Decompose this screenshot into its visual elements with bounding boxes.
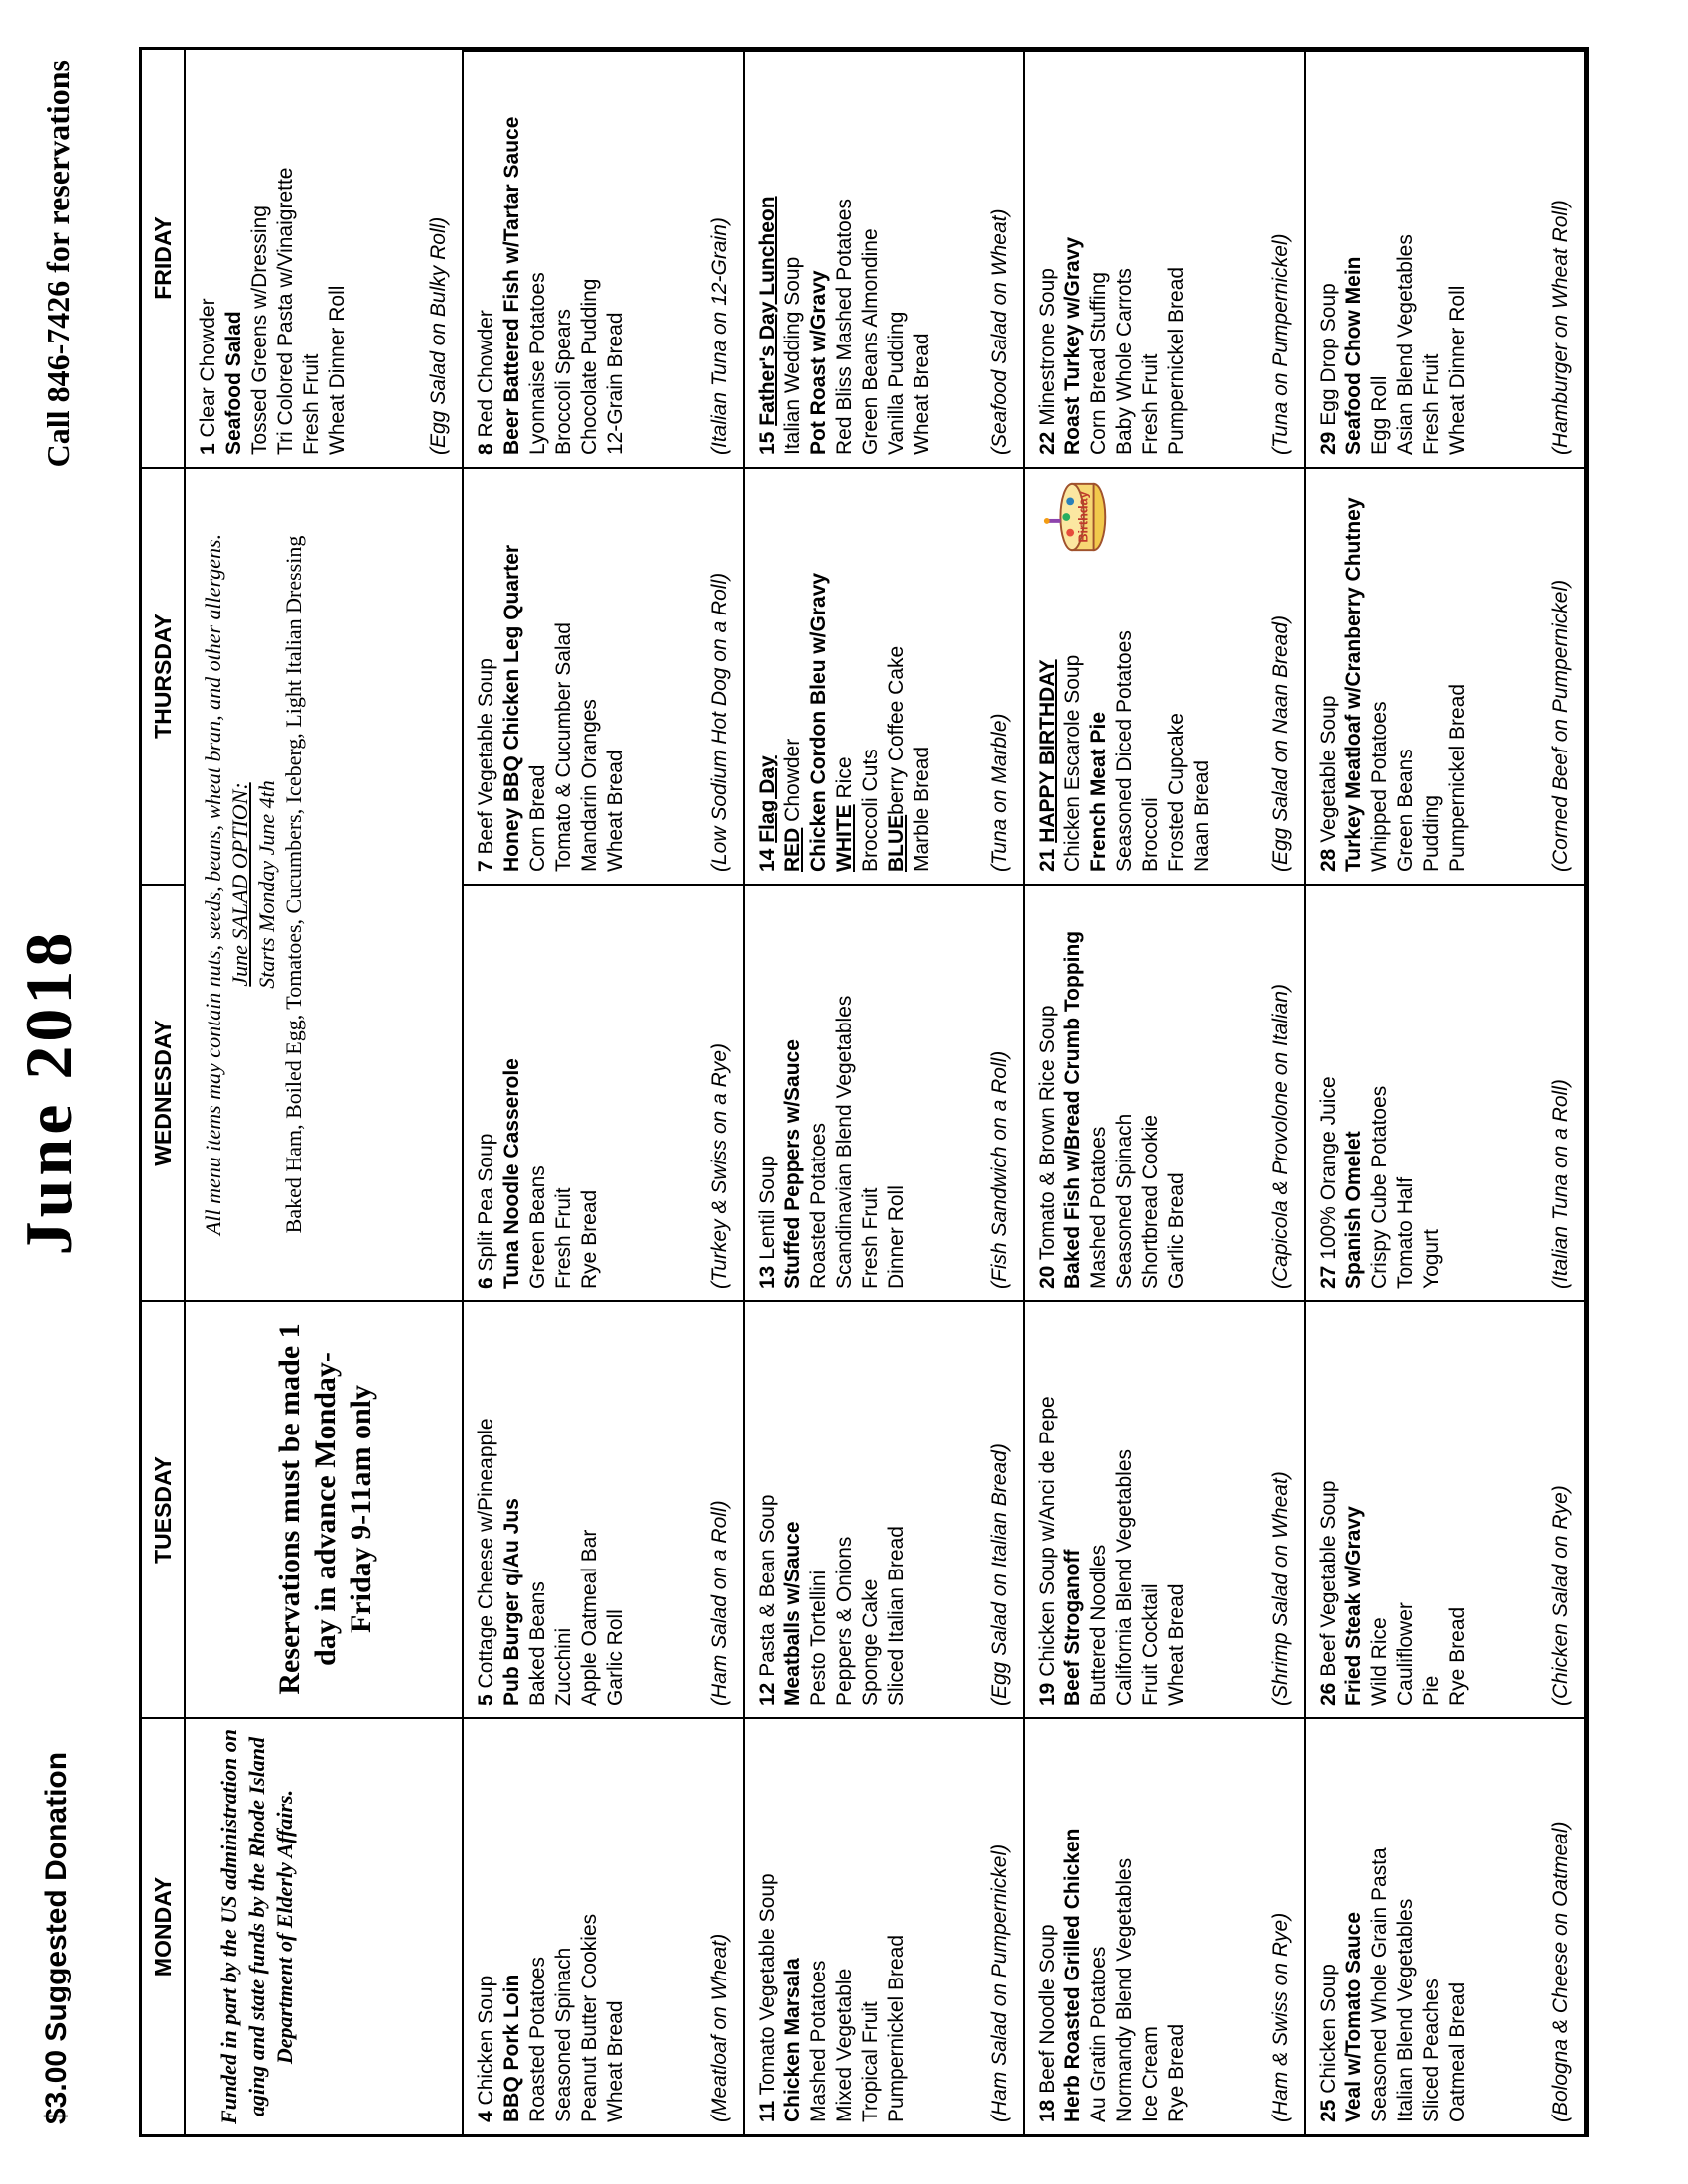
side-item: Oatmeal Bread — [1445, 1981, 1469, 2122]
day-number: 19 — [1036, 1682, 1058, 1706]
side-item: Red Bliss Mashed Potatoes — [832, 199, 856, 455]
side-item — [832, 478, 858, 872]
salad-option-items: Baked Ham, Boiled Egg, Tomatoes, Cucumbers, Iceberg, Light Italian Dressing — [281, 535, 306, 1234]
side-item: Crispy Cube Potatoes — [1367, 1085, 1391, 1289]
soup: Cottage Cheese w/Pineapple — [475, 1418, 497, 1689]
soup: Chowder — [780, 738, 804, 828]
side-item: Baby Whole Carrots — [1113, 268, 1136, 455]
alternate-meal: (Bologna & Cheese on Oatmeal) — [1549, 1821, 1572, 2122]
side-item: Sliced Peaches — [1419, 1979, 1443, 2122]
side-item: Broccoli Cuts — [858, 749, 882, 872]
day-number: 1 — [197, 443, 219, 455]
salad-option-start: Starts Monday June 4th — [254, 780, 279, 989]
day-number: 14 — [755, 848, 778, 872]
special-event: HAPPY BIRTHDAY — [1036, 659, 1058, 843]
side-item: Fresh Fruit — [552, 1187, 575, 1289]
soup: Tomato & Brown Rice Soup — [1036, 1005, 1058, 1261]
side-item: Apple Oatmeal Bar — [578, 1529, 601, 1706]
main-dish: Chicken Marsala — [780, 1958, 804, 2122]
alternate-meal: (Egg Salad on Italian Bread) — [988, 1443, 1011, 1706]
soup: Beef Vegetable Soup — [1316, 1480, 1339, 1677]
day-header-friday: FRIDAY — [142, 50, 186, 467]
side-item: Frosted Cupcake — [1165, 713, 1188, 872]
side-item: Corn Bread — [526, 764, 549, 872]
side-item: Dinner Roll — [884, 1185, 908, 1289]
day-line — [1035, 1312, 1060, 1706]
allergy-note: All menu items may contain nuts, seeds, beans, wheat bran, and other allergens. — [201, 533, 225, 1236]
reservation-note-text: Reservations must be made 1 day in advance Monday-Friday 9-11am only — [273, 1323, 377, 1695]
alternate-meal: (Egg Salad on Bulky Roll) — [427, 216, 450, 455]
birthday-cake-icon — [1043, 478, 1112, 556]
alternate-meal: (Low Sodium Hot Dog on a Roll) — [707, 572, 731, 872]
day-cell-27 — [1306, 884, 1587, 1300]
reservation-note — [186, 1300, 464, 1717]
side-item: Fresh Fruit — [1419, 353, 1443, 455]
main-dish: Tuna Noodle Casserole — [500, 1058, 523, 1289]
side-item: Tomato & Cucumber Salad — [552, 622, 575, 872]
day-cell-14 — [745, 467, 1026, 884]
day-number: 6 — [475, 1277, 497, 1289]
day-cell-25 — [1306, 1717, 1587, 2134]
soup: Beef Vegetable Soup — [475, 658, 497, 855]
salad-option-title: June SALAD OPTION: — [227, 782, 252, 987]
day-line — [1035, 1729, 1060, 2122]
soup-line — [780, 478, 806, 872]
side-item: Fresh Fruit — [300, 353, 323, 455]
page-title: June 2018 — [11, 928, 86, 1256]
soup: Red Chowder — [475, 310, 497, 438]
day-cell-4 — [464, 1717, 745, 2134]
day-number: 5 — [475, 1694, 497, 1706]
main-dish: Baked Fish w/Bread Crumb Topping — [1061, 930, 1084, 1289]
soup: Italian Wedding Soup — [780, 256, 804, 455]
side-item: Pesto Tortellini — [806, 1570, 830, 1706]
alternate-meal: (Ham Salad on a Roll) — [707, 1500, 731, 1706]
special-event: Father's Day Luncheon — [755, 196, 778, 426]
day-line — [1316, 1312, 1341, 1706]
side-text: berry Coffee Cake — [884, 645, 908, 815]
side-item: 12-Grain Bread — [604, 312, 627, 455]
side-item: Ice Cream — [1139, 2026, 1162, 2122]
side-item: Green Beans Almondine — [858, 228, 882, 455]
red-word: RED — [780, 827, 804, 872]
main-dish: Seafood Chow Mein — [1341, 256, 1365, 455]
soup: Tomato Vegetable Soup — [755, 1873, 778, 2096]
soup: Chicken Soup — [1316, 1964, 1339, 2094]
side-item: Buttered Noodles — [1087, 1544, 1110, 1706]
day-header-thursday: THURSDAY — [142, 467, 186, 884]
side-item: Au Gratin Potatoes — [1087, 1946, 1110, 2122]
day-header-tuesday: TUESDAY — [142, 1300, 186, 1717]
side-item: Scandinavian Blend Vegetables — [832, 995, 856, 1289]
day-number: 8 — [475, 443, 497, 455]
day-line — [1316, 62, 1341, 455]
side-item: Tossed Greens w/Dressing — [248, 205, 271, 455]
soup: Pasta & Bean Soup — [755, 1494, 778, 1677]
day-cell-15 — [745, 50, 1026, 467]
side-item: Pie — [1419, 1675, 1443, 1706]
main-dish: Stuffed Peppers w/Sauce — [780, 1039, 804, 1289]
main-dish: Meatballs w/Sauce — [780, 1521, 804, 1706]
day-line — [755, 478, 780, 872]
alternate-meal: (Hamburger on Wheat Roll) — [1549, 200, 1572, 455]
day-header-monday: MONDAY — [142, 1717, 186, 2134]
day-line — [474, 1312, 499, 1706]
special-event: Flag Day — [755, 755, 778, 843]
donation-label: $3.00 Suggested Donation — [40, 1751, 72, 2124]
day-cell-11 — [745, 1717, 1026, 2134]
alternate-meal: (Chicken Salad on Rye) — [1549, 1485, 1572, 1706]
day-cell-8 — [464, 50, 745, 467]
side-item: Wheat Bread — [604, 750, 627, 872]
side-item: Pumpernickel Bread — [884, 1934, 908, 2122]
soup: Split Pea Soup — [475, 1133, 497, 1272]
day-line — [755, 1312, 780, 1706]
day-line — [1316, 895, 1341, 1289]
side-item: Mandarin Oranges — [578, 699, 601, 872]
side-item: Peppers & Onions — [832, 1536, 856, 1706]
side-item: Sponge Cake — [858, 1578, 882, 1706]
side-item: Asian Blend Vegetables — [1393, 234, 1417, 455]
side-item: Baked Beans — [526, 1581, 549, 1706]
menu-calendar — [139, 47, 1589, 2137]
day-number: 22 — [1036, 431, 1058, 455]
day-cell-1 — [186, 50, 464, 467]
day-number: 29 — [1316, 431, 1339, 455]
main-dish: BBQ Pork Loin — [500, 1974, 523, 2122]
day-number: 21 — [1036, 848, 1058, 872]
side-item: Green Beans — [526, 1165, 549, 1289]
side-item: Italian Blend Vegetables — [1393, 1898, 1417, 2122]
main-dish: Pub Burger q/Au Jus — [500, 1498, 523, 1706]
main-dish: Pot Roast w/Gravy — [806, 270, 830, 455]
side-item: Wild Rice — [1367, 1617, 1391, 1706]
day-line — [755, 895, 780, 1289]
side-item: Yogurt — [1419, 1229, 1443, 1289]
side-item: Wheat Dinner Roll — [1445, 285, 1469, 455]
day-cell-28 — [1306, 467, 1587, 884]
day-number: 13 — [755, 1265, 778, 1289]
side-item: Seasoned Spinach — [1113, 1113, 1136, 1289]
alternate-meal: (Ham & Swiss on Rye) — [1268, 1912, 1292, 2122]
side-item: Sliced Italian Bread — [884, 1526, 908, 1706]
alternate-meal: (Capicola & Provolone on Italian) — [1268, 983, 1292, 1289]
side-item: Wheat Bread — [910, 333, 933, 455]
day-number: 12 — [755, 1682, 778, 1706]
day-line — [1316, 478, 1341, 872]
day-cell-20 — [1025, 884, 1306, 1300]
day-number: 15 — [755, 431, 778, 455]
day-number: 26 — [1316, 1682, 1339, 1706]
main-dish: Fried Steak w/Gravy — [1341, 1506, 1365, 1706]
side-item: Roasted Potatoes — [526, 1957, 549, 2122]
reservation-phone: Call 846-7426 for reservations — [40, 60, 75, 468]
day-line — [474, 895, 499, 1289]
blue-word: BLUE — [884, 814, 908, 872]
side-item: Marble Bread — [910, 746, 933, 872]
side-item: Fresh Fruit — [858, 1187, 882, 1289]
alternate-meal: (Fish Sandwich on a Roll) — [988, 1050, 1011, 1289]
day-line — [755, 1729, 780, 2122]
side-item: Pumpernickel Bread — [1445, 683, 1469, 872]
side-item: Seasoned Spinach — [552, 1947, 575, 2122]
day-line — [1035, 895, 1060, 1289]
side-item: Shortbread Cookie — [1139, 1114, 1162, 1289]
soup: Clear Chowder — [197, 298, 219, 438]
day-cell-29 — [1306, 50, 1587, 467]
day-line — [474, 478, 499, 872]
main-dish: Spanish Omelet — [1341, 1131, 1365, 1289]
main-dish: Seafood Salad — [222, 311, 245, 455]
main-dish: French Meat Pie — [1087, 711, 1110, 872]
alternate-meal: (Tuna on Marble) — [988, 713, 1011, 872]
side-item: Pudding — [1419, 794, 1443, 872]
side-item: Mashed Potatoes — [1087, 1126, 1110, 1289]
soup: Minestrone Soup — [1036, 268, 1058, 426]
side-item: Rye Bread — [1445, 1606, 1469, 1706]
day-header-wednesday: WEDNESDAY — [142, 884, 186, 1300]
alternate-meal: (Ham Salad on Pumpernickel) — [988, 1843, 1011, 2122]
side-item: Tropical Fruit — [858, 2001, 882, 2122]
alternate-meal: (Italian Tuna on a Roll) — [1549, 1079, 1572, 1289]
side-item: Roasted Potatoes — [806, 1123, 830, 1289]
funding-note: Funded in part by the US administration on aging and state funds by the Rhode Island Department of Elderly Affairs. — [186, 1717, 464, 2134]
main-dish: Herb Roasted Grilled Chicken — [1061, 1828, 1084, 2122]
side-item: Garlic Roll — [604, 1609, 627, 1706]
alternate-meal: (Tuna on Pumpernickel) — [1268, 233, 1292, 455]
day-cell-22 — [1025, 50, 1306, 467]
side-item: Tri Colored Pasta w/Vinaigrette — [274, 167, 297, 455]
side-text: Rice — [832, 756, 856, 805]
white-word: WHITE — [832, 804, 856, 872]
alternate-meal: (Meatloaf on Wheat) — [707, 1933, 731, 2122]
side-item: Broccoli — [1139, 797, 1162, 872]
side-item: Naan Bread — [1191, 759, 1213, 872]
side-item: Green Beans — [1393, 749, 1417, 872]
day-line — [474, 1729, 499, 2122]
main-dish: Beer Battered Fish w/Tartar Sauce — [500, 116, 523, 455]
soup: Beef Noodle Soup — [1036, 1924, 1058, 2094]
side-item: Seasoned Whole Grain Pasta — [1367, 1847, 1391, 2122]
side-item: Fruit Cocktail — [1139, 1583, 1162, 1706]
main-dish: Roast Turkey w/Gravy — [1061, 236, 1084, 455]
alternate-meal: (Egg Salad on Naan Bread) — [1268, 615, 1292, 872]
alternate-meal: (Seafood Salad on Wheat) — [988, 208, 1011, 455]
day-number: 20 — [1036, 1265, 1058, 1289]
main-dish: Veal w/Tomato Sauce — [1341, 1911, 1365, 2122]
side-item: Wheat Bread — [1165, 1583, 1188, 1706]
day-number: 7 — [475, 860, 497, 872]
side-item: Rye Bread — [578, 1189, 601, 1289]
day-cell-18 — [1025, 1717, 1306, 2134]
side-item — [884, 478, 910, 872]
day-cell-21 — [1025, 467, 1306, 884]
side-item: Seasoned Diced Potatoes — [1113, 630, 1136, 872]
soup: Chicken Soup w/Anci de Pepe — [1036, 1396, 1058, 1677]
side-item: Zucchini — [552, 1627, 575, 1706]
side-item: Lyonnaise Potatoes — [526, 272, 549, 455]
side-item: Mixed Vegetable — [832, 1968, 856, 2122]
allergy-salad-notice — [186, 467, 464, 1300]
day-cell-13 — [745, 884, 1026, 1300]
side-item: Broccoli Spears — [552, 308, 575, 455]
day-line — [755, 62, 780, 455]
side-item: Wheat Bread — [604, 2000, 627, 2122]
day-number: 4 — [475, 2111, 497, 2122]
side-item: Whipped Potatoes — [1367, 701, 1391, 872]
side-item: Wheat Dinner Roll — [326, 285, 349, 455]
soup: Chicken Soup — [475, 1975, 497, 2106]
day-line — [1316, 1729, 1341, 2122]
side-item: Pumpernickel Bread — [1165, 266, 1188, 455]
day-number: 27 — [1316, 1265, 1339, 1289]
side-item: Rye Bread — [1165, 2023, 1188, 2122]
side-item: Tomato Half — [1393, 1176, 1417, 1289]
side-item: Chocolate Pudding — [578, 278, 601, 455]
side-item: Garlic Bread — [1165, 1172, 1188, 1289]
side-item: Cauliflower — [1393, 1602, 1417, 1706]
day-number: 25 — [1316, 2099, 1339, 2122]
side-item: Mashed Potatoes — [806, 1960, 830, 2122]
alternate-meal: (Corned Beef on Pumpernickel) — [1549, 579, 1572, 872]
side-item: Corn Bread Stuffing — [1087, 271, 1110, 455]
side-item: California Blend Vegetables — [1113, 1448, 1136, 1706]
side-item: Egg Roll — [1367, 375, 1391, 455]
day-line — [1035, 62, 1060, 455]
side-item: Vanilla Pudding — [884, 311, 908, 455]
alternate-meal: (Shrimp Salad on Wheat) — [1268, 1471, 1292, 1706]
side-item: Fresh Fruit — [1139, 353, 1162, 455]
main-dish: Beef Stroganoff — [1061, 1549, 1084, 1706]
day-number: 11 — [755, 2100, 778, 2122]
soup: Vegetable Soup — [1316, 695, 1339, 843]
main-dish: Honey BBQ Chicken Leg Quarter — [500, 544, 523, 872]
day-cell-5 — [464, 1300, 745, 1717]
day-cell-7 — [464, 467, 745, 884]
soup: Lentil Soup — [755, 1155, 778, 1260]
side-item: Peanut Butter Cookies — [578, 1913, 601, 2122]
day-cell-19 — [1025, 1300, 1306, 1717]
day-number: 18 — [1036, 2099, 1058, 2122]
soup: 100% Orange Juice — [1316, 1076, 1339, 1260]
main-dish: Turkey Meatloaf w/Cranberry Chutney — [1341, 497, 1365, 872]
soup: Chicken Escarole Soup — [1061, 654, 1084, 872]
side-item: Normandy Blend Vegetables — [1113, 1857, 1136, 2122]
alternate-meal: (Italian Tuna on 12-Grain) — [707, 217, 731, 455]
day-line — [474, 62, 499, 455]
day-cell-26 — [1306, 1300, 1587, 1717]
day-cell-12 — [745, 1300, 1026, 1717]
day-cell-6 — [464, 884, 745, 1300]
soup: Egg Drop Soup — [1316, 283, 1339, 426]
day-number: 28 — [1316, 848, 1339, 872]
alternate-meal: (Turkey & Swiss on a Rye) — [707, 1042, 731, 1289]
main-dish: Chicken Cordon Bleu w/Gravy — [806, 572, 830, 872]
cake-text: Birthday — [1076, 491, 1091, 543]
